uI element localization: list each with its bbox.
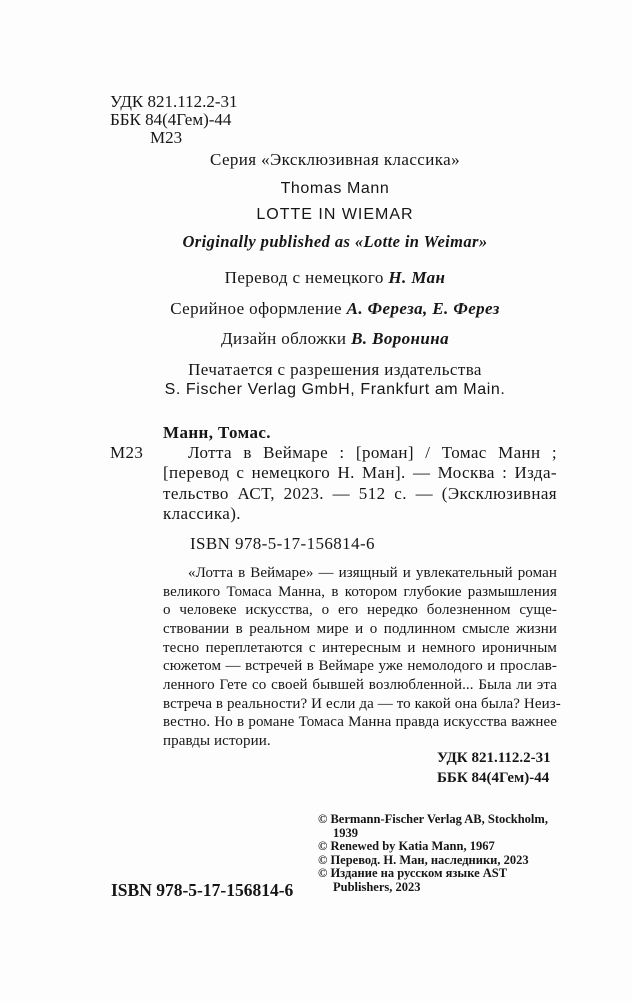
author-mark: М23 bbox=[150, 128, 183, 147]
copyright-line: © Bermann-Fischer Verlag AB, Stockholm, bbox=[318, 812, 548, 826]
udk-bold: УДК 821.112.2-31 bbox=[437, 750, 551, 766]
copyright-line: 1939 bbox=[333, 826, 358, 840]
udk-code: УДК 821.112.2-31 bbox=[110, 92, 238, 111]
abstract-line: сюжетом — встречей в Веймаре уже немолодого и прослав- bbox=[163, 658, 557, 674]
isbn-bottom: ISBN 978-5-17-156814-6 bbox=[111, 880, 294, 900]
bib-isbn: ISBN 978-5-17-156814-6 bbox=[190, 534, 375, 553]
abstract-line: о человеке искусства, о его нередко болезненном суще- bbox=[163, 602, 557, 618]
cover-designer: В. Воронина bbox=[351, 329, 449, 348]
translation-label: Перевод с немецкого bbox=[224, 268, 384, 287]
abstract-line: великого Томаса Манна, в котором глубокие размышления bbox=[163, 584, 557, 600]
bib-author-mark: М23 bbox=[110, 443, 144, 462]
bib-line: классика). bbox=[163, 504, 241, 523]
series-designers: А. Фереза, Е. Ферез bbox=[346, 299, 500, 318]
translator: Н. Ман bbox=[388, 268, 446, 287]
bib-line: [перевод с немецкого Н. Ман]. — Москва : Изда- bbox=[163, 463, 557, 482]
copyright-line: Publishers, 2023 bbox=[333, 880, 421, 894]
original-author: Thomas Mann bbox=[280, 180, 390, 197]
bbk-code: ББК 84(4Гем)-44 bbox=[110, 110, 232, 129]
series-design-label: Серийное оформление bbox=[170, 299, 342, 318]
abstract-line: правды истории. bbox=[163, 733, 271, 749]
abstract-line: «Лотта в Веймаре» — изящный и увлекательный роман bbox=[188, 565, 557, 581]
cover-design-label: Дизайн обложки bbox=[221, 329, 347, 348]
original-title: LOTTE IN WIEMAR bbox=[256, 206, 414, 223]
abstract-line: тесно переплетаются с интересным и немного ироничным bbox=[163, 640, 557, 656]
originally-published: Originally published as «Lotte in Weimar» bbox=[182, 232, 488, 251]
copyright-line: © Издание на русском языке AST bbox=[318, 866, 508, 880]
copyright-line: © Renewed by Katia Mann, 1967 bbox=[318, 839, 495, 853]
copyright-line: © Перевод. Н. Ман, наследники, 2023 bbox=[318, 853, 529, 867]
cover-design-credit bbox=[110, 329, 560, 349]
abstract-line: вестно. Но в романе Томаса Манна правда искусства важнее bbox=[163, 714, 557, 730]
abstract-line: встреча в реальности? И если да — то какой она была? Неиз- bbox=[163, 696, 561, 712]
permission-line-2: S. Fischer Verlag GmbH, Frankfurt am Main. bbox=[164, 381, 506, 398]
permission-line-1: Печатается с разрешения издательства bbox=[188, 360, 482, 379]
abstract-line: ствовании в реальном мире и о подлинном смысле жизни bbox=[163, 621, 557, 637]
bib-line: тельство АСТ, 2023. — 512 с. — (Эксклюзивная bbox=[163, 484, 557, 503]
abstract-line: ленного Гете со своей бывшей возлюбленной... Была ли эта bbox=[163, 677, 557, 693]
translation-credit bbox=[110, 268, 560, 288]
bbk-bold: ББК 84(4Гем)-44 bbox=[437, 770, 550, 786]
bib-line: Лотта в Веймаре : [роман] / Томас Манн ; bbox=[188, 443, 557, 462]
series-title: Серия «Эксклюзивная классика» bbox=[210, 150, 460, 169]
series-design-credit bbox=[110, 299, 560, 319]
bib-heading: Манн, Томас. bbox=[163, 423, 271, 442]
